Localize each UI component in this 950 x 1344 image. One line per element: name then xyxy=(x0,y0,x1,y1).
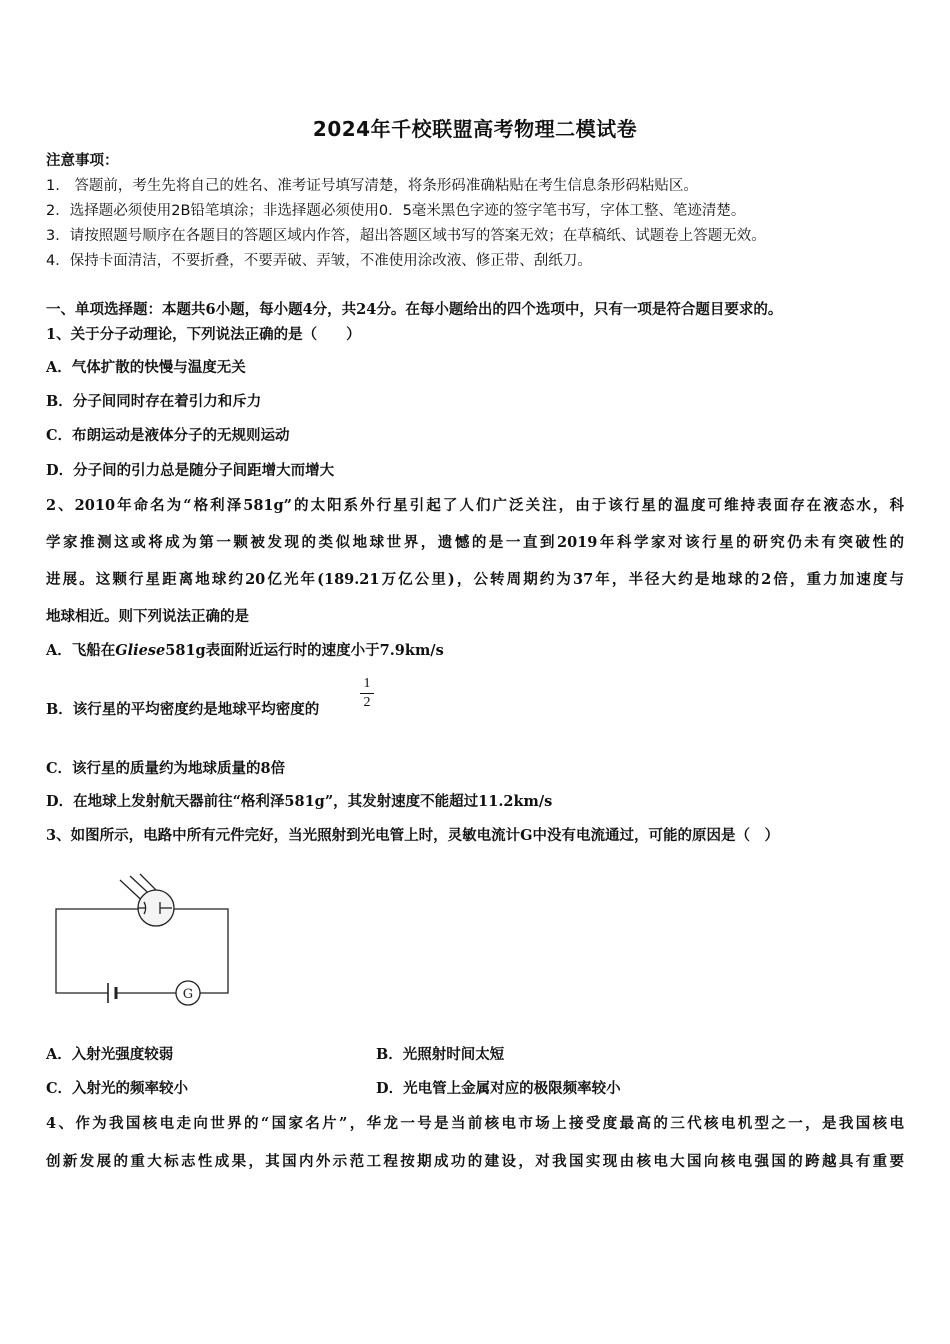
fraction-one-half xyxy=(360,676,374,711)
notice-item: 4．保持卡面清洁，不要折叠，不要弄破、弄皱，不准使用涂改液、修正带、刮纸刀。 xyxy=(46,253,592,269)
q2-option-d: D．在地球上发射航天器前往“格利泽581g”，其发射速度不能超过11.2km/s xyxy=(46,793,553,810)
q3-stem: 3、如图所示，电路中所有元件完好，当光照射到光电管上时，灵敏电流计G中没有电流通过，可能的原因是（ ） xyxy=(46,827,779,844)
q2-option-a-pre: A．飞船在 xyxy=(46,642,116,659)
battery xyxy=(108,983,116,1003)
q2-option-a-post: 581g表面附近运行时的速度小于7.9km/s xyxy=(165,642,444,659)
q3-option-a: A．入射光强度较弱 xyxy=(46,1046,174,1063)
q3-option-c: C．入射光的频率较小 xyxy=(46,1080,189,1097)
q1-option-b: B．分子间同时存在着引力和斥力 xyxy=(46,393,262,410)
q3-option-b: B．光照射时间太短 xyxy=(376,1046,505,1063)
q2-option-a xyxy=(46,641,444,661)
page-title: 2024年千校联盟高考物理二模试卷 xyxy=(312,117,638,141)
q2-stem-line: 进展。这颗行星距离地球约20亿光年(189.21万亿公里)，公转周期约为37年，半径大约是地球的2倍，重力加速度与 xyxy=(46,571,904,588)
q1-stem: 1、关于分子动理论，下列说法正确的是（ ） xyxy=(46,326,361,343)
q4-stem-line: 4、作为我国核电走向世界的“国家名片”，华龙一号是当前核电市场上接受度最高的三代核电机型之一，是我国核电 xyxy=(46,1115,904,1132)
section-heading: 一、单项选择题：本题共6小题，每小题4分，共24分。在每小题给出的四个选项中，只有一项是符合题目要求的。 xyxy=(46,301,783,318)
fraction-bar xyxy=(360,693,374,694)
q2-stem-line: 2、2010年命名为“格利泽581g”的太阳系外行星引起了人们广泛关注，由于该行星的温度可维持表面存在液态水，科 xyxy=(46,497,904,514)
wire-left xyxy=(56,909,138,993)
phototube xyxy=(138,890,174,926)
q1-option-a: A．气体扩散的快慢与温度无关 xyxy=(46,359,246,376)
notice-item: 2．选择题必须使用2B铅笔填涂；非选择题必须使用0．5毫米黑色字迹的签字笔书写，字体工整、笔迹清楚。 xyxy=(46,203,746,219)
q2-stem-line: 地球相近。则下列说法正确的是 xyxy=(46,608,249,625)
q4-stem-line: 创新发展的重大标志性成果，其国内外示范工程按期成功的建设，对我国实现由核电大国向核电强国的跨越具有重要 xyxy=(46,1153,904,1170)
notice-item: 3．请按照题号顺序在各题目的答题区域内作答，超出答题区域书写的答案无效；在草稿纸、试题卷上答题无效。 xyxy=(46,228,766,244)
notice-item: 1. 答题前，考生先将自己的姓名、准考证号填写清楚，将条形码准确粘贴在考生信息条形码粘贴区。 xyxy=(46,178,698,194)
galvanometer-label: G xyxy=(182,987,194,1002)
q2-option-c: C．该行星的质量约为地球质量的8倍 xyxy=(46,760,286,777)
wire-right xyxy=(174,909,228,993)
fraction-numerator: 1 xyxy=(363,676,371,691)
q2-stem-line: 学家推测这或将成为第一颗被发现的类似地球世界，遗憾的是一直到2019年科学家对该行星的研究仍未有突破性的 xyxy=(46,534,904,551)
q1-option-d: D．分子间的引力总是随分子间距增大而增大 xyxy=(46,462,335,479)
q3-option-d: D．光电管上金属对应的极限频率较小 xyxy=(376,1080,621,1097)
fraction-denominator: 2 xyxy=(363,695,371,710)
q1-option-c: C．布朗运动是液体分子的无规则运动 xyxy=(46,427,290,444)
notice-heading: 注意事项： xyxy=(46,153,119,169)
q2-option-b: B．该行星的平均密度约是地球平均密度的 xyxy=(46,701,320,718)
circuit-diagram xyxy=(50,872,240,1012)
q2-option-a-italic: Gliese xyxy=(115,642,166,659)
